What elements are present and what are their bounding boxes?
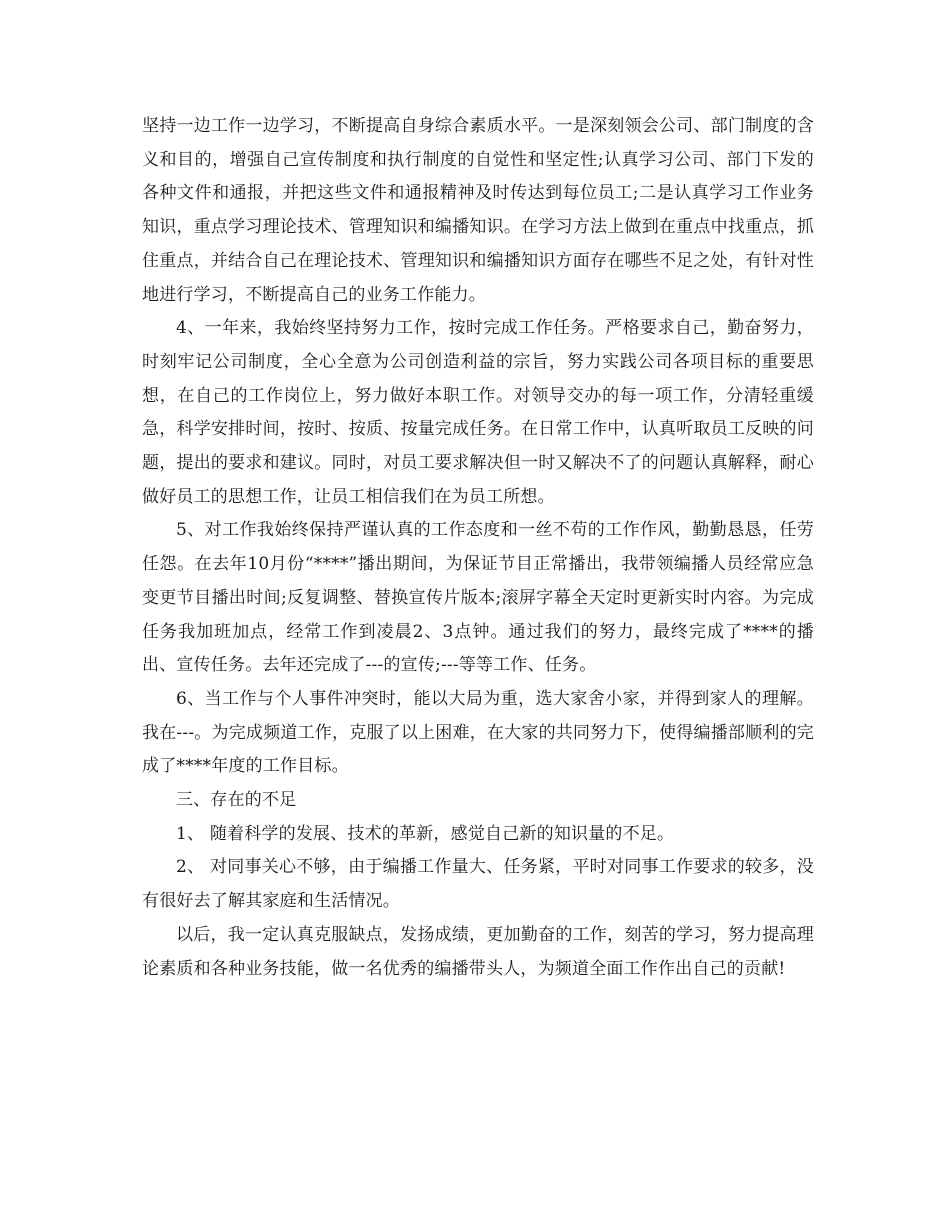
section-heading-shortcomings: 三、存在的不足 (176, 790, 297, 811)
paragraph-conclusion: 以后，我一定认真克服缺点，发扬成绩，更加勤奋的工作，刻苦的学习，努力提高理论素质和各种业务技能，做一名优秀的编播带头人，为频道全面工作作出自己的贡献! (142, 924, 814, 979)
paragraph-item-6: 6、当工作与个人事件冲突时，能以大局为重，选大家舍小家，并得到家人的理解。我在---。为完成频道工作，克服了以上困难，在大家的共同努力下，使得编播部顺利的完成了****年度的工作目标。 (142, 688, 814, 777)
paragraph-study: 坚持一边工作一边学习，不断提高自身综合素质水平。一是深刻领会公司、部门制度的含义和目的，增强自己宣传制度和执行制度的自觉性和坚定性;认真学习公司、部门下发的各种文件和通报，并把这些文件和通报精神及时传达到每位员工;二是认真学习工作业务知识，重点学习理论技术、管理知识和编播知识。在学习方法上做到在重点中找重点，抓住重点，并结合自己在理论技术、管理知识和编播知识方面存在哪些不足之处，有针对性地进行学习，不断提高自己的业务工作能力。 (142, 116, 814, 305)
document-body (142, 110, 814, 986)
paragraph-shortcoming-2: 2、 对同事关心不够，由于编播工作量大、任务紧，平时对同事工作要求的较多，没有很好去了解其家庭和生活情况。 (142, 857, 814, 912)
paragraph-item-4: 4、一年来，我始终坚持努力工作，按时完成工作任务。严格要求自己，勤奋努力，时刻牢记公司制度，全心全意为公司创造利益的宗旨，努力实践公司各项目标的重要思想，在自己的工作岗位上，努力做好本职工作。对领导交办的每一项工作，分清轻重缓急，科学安排时间，按时、按质、按量完成任务。在日常工作中，认真听取员工反映的问题，提出的要求和建议。同时，对员工要求解决但一时又解决不了的问题认真解释，耐心做好员工的思想工作，让员工相信我们在为员工所想。 (142, 318, 814, 507)
paragraph-shortcoming-1: 1、 随着科学的发展、技术的革新，感觉自己新的知识量的不足。 (176, 823, 675, 844)
paragraph-item-5: 5、对工作我始终保持严谨认真的工作态度和一丝不苟的工作作风，勤勤恳恳，任劳任怨。在去年10月份“****”播出期间，为保证节目正常播出，我带领编播人员经常应急变更节目播出时间;反复调整、替换宣传片版本;滚屏字幕全天定时更新实时内容。为完成任务我加班加点，经常工作到凌晨2、3点钟。通过我们的努力，最终完成了****的播出、宣传任务。去年还完成了---的宣传;---等等工作、任务。 (142, 520, 814, 676)
